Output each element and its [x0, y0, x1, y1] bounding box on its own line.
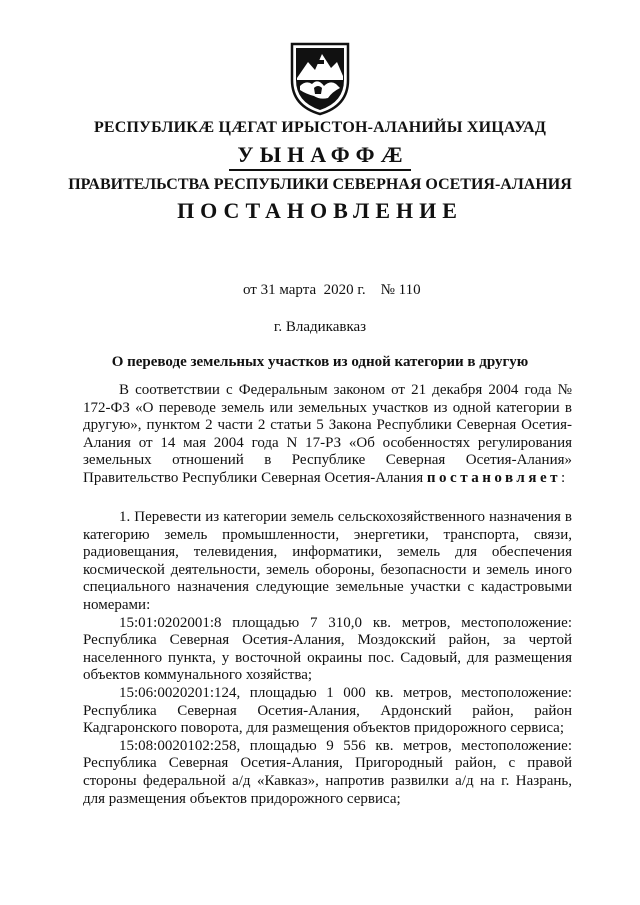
- preamble-text: В соответствии с Федеральным законом от 21 декабря 2004 года № 172-ФЗ «О переводе земель или земельных участков из одной категории в другую», пунктом 2 части 2 статьи 5 Закона Республики Северная Осетия-Алания от 14 мая 2004 года N 17-РЗ «Об особенностях регулирования земельных отношений в Республике Северная Осетия-Алания» Правительство Республики Северная Осетия-Алания: [83, 382, 572, 486]
- decree-items: [83, 509, 572, 808]
- decree-word: постановляет: [426, 469, 561, 486]
- date-line: [243, 282, 421, 299]
- ossetian-doc-type: УЫНАФФӔ: [229, 142, 410, 171]
- decree-item: 1. Перевести из категории земель сельскохозяйственного назначения в категорию земель промышленности, энергетики, транспорта, связи, радиовещания, телевидения, информатики, земель для обеспечения космической деятельности, земель обороны, безопасности и земель иного специального назначения следующие земельные участки с кадастровыми номерами:: [83, 509, 572, 613]
- decree-colon: :: [561, 469, 566, 486]
- city: г. Владикавказ: [273, 319, 367, 335]
- land-plot-item: 15:08:0020102:258, площадью 9 556 кв. метров, местоположение: Республика Северная Осетия-Алания, Пригородный район, с правой стороны федеральной а/д «Кавказ», напротив развилки а/д на г. Назрань, для размещения объектов придорожного сервиса;: [83, 737, 572, 807]
- ossetian-org-name: РЕСПУБЛИКӔ ЦӔГАТ ИРЫСТОН-АЛАНИЙЫ ХИЦАУАД: [93, 119, 547, 136]
- land-plot-item: 15:01:0202001:8 площадью 7 310,0 кв. метров, местоположение: Республика Северная Осетия-Алания, Моздокский район, за чертой населенного пункта, у восточной окраины пос. Садовый, для размещения объектов коммунального хозяйства;: [83, 614, 572, 684]
- document-date: 31 марта 2020 г.: [260, 282, 366, 298]
- russian-org-name: ПРАВИТЕЛЬСТВА РЕСПУБЛИКИ СЕВЕРНАЯ ОСЕТИЯ-АЛАНИЯ: [68, 176, 572, 193]
- date-prefix: от: [243, 282, 257, 298]
- number-sign: №: [380, 282, 395, 298]
- coat-of-arms-emblem-icon: [288, 40, 352, 116]
- russian-doc-type: ПОСТАНОВЛЕНИЕ: [177, 198, 463, 223]
- document-number: 110: [398, 282, 421, 298]
- document-title: О переводе земельных участков из одной категории в другую: [111, 354, 529, 370]
- land-plot-item: 15:06:0020201:124, площадью 1 000 кв. метров, местоположение: Республика Северная Осетия-Алания, Ардонский район, район Кадгаронского поворота, для размещения объектов придорожного сервиса;: [83, 684, 572, 737]
- preamble: [83, 382, 572, 488]
